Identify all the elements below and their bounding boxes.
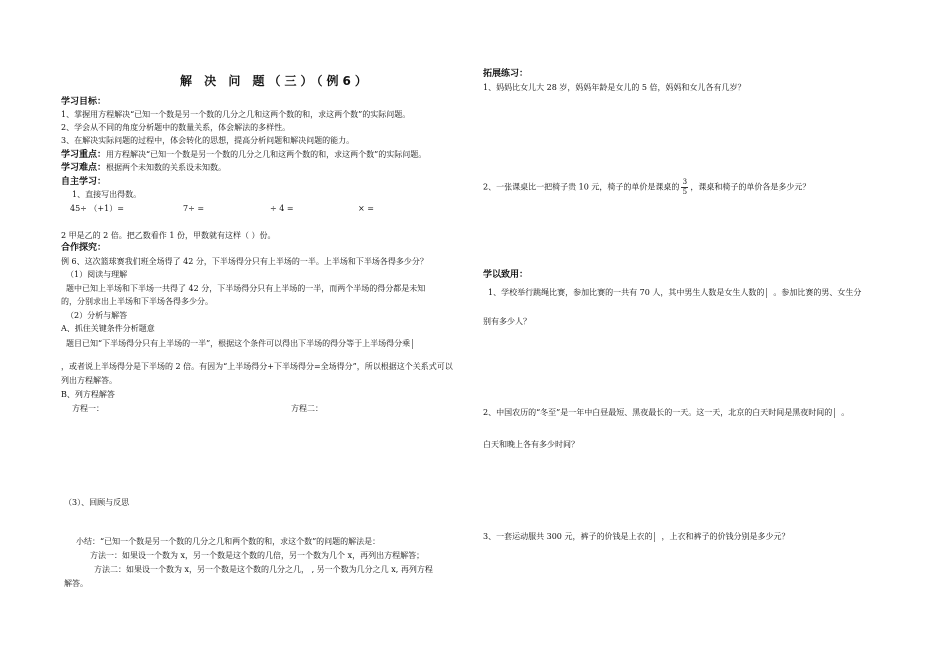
step-a-text-3: 列出方程解答。 — [61, 376, 117, 385]
step-b: B、列方程解答 — [61, 390, 115, 399]
fraction-placeholder — [766, 288, 771, 298]
step-1-text-2: 的，分别求出上半场和下半场各得多少分。 — [61, 297, 213, 306]
apply-heading: 学以致用： — [483, 270, 529, 280]
method-2: 方法二：如果设一个数为 x，另一个数是这个数的几分之几， , 另一个数为几分之几 x, 再列方程 — [94, 565, 433, 574]
apply-q1-text-a: 1、学校举行跳绳比赛，参加比赛的一共有 70 人，其中男生人数是女生人数的 — [488, 288, 765, 297]
apply-q3 — [483, 532, 789, 542]
extend-q1: 1、妈妈比女儿大 28 岁，妈妈年龄是女儿的 5 倍，妈妈和女儿各有几岁？ — [483, 83, 746, 92]
apply-q2-text-b: 。 — [841, 408, 850, 417]
explore-heading: 合作探究： — [61, 243, 107, 253]
fraction-placeholder — [412, 339, 417, 349]
step-1: （1）阅读与理解 — [66, 270, 128, 279]
difficulty — [61, 163, 226, 174]
fraction-denominator: 5 — [682, 188, 688, 196]
self-study-q2: 2 甲是乙的 2 倍。把乙数看作 1 份，甲数就有这样（ ）份。 — [61, 231, 276, 240]
calc-1: 45÷ （+1）= — [70, 204, 124, 213]
extend-q2-text-a: 2、一张课桌比一把椅子贵 10 元，椅子的单价是课桌的 — [483, 182, 680, 192]
equation-2-label: 方程二： — [291, 404, 323, 413]
step-a-text-2: ，或者说上半场得分是下半场的 2 倍。有因为“上半场得分+下半场得分=全场得分”，所以根据这个关系式可以 — [61, 362, 453, 371]
fraction-numerator: 3 — [682, 178, 688, 186]
extend-heading: 拓展练习： — [483, 69, 529, 79]
objectives-heading: 学习目标： — [61, 97, 107, 107]
step-a-text-1-content: 题目已知“下半场得分只有上半场的一半”，根据这个条件可以得出下半场的得分等于上半场得分乘 — [66, 339, 411, 348]
apply-q2-text-a: 2、中国农历的“冬至”是一年中白昼最短、黑夜最长的一天。这一天，北京的白天时间是黑夜时间的 — [483, 408, 833, 417]
extend-q2 — [483, 179, 810, 196]
fraction-placeholder — [834, 408, 839, 418]
method-2-end: 解答。 — [64, 579, 88, 588]
calc-4: × = — [358, 204, 374, 213]
objective-1: 1、掌握用方程解决“已知一个数是另一个数的几分之几和这两个数的和，求这两个数”的实际问题。 — [61, 110, 411, 119]
step-1-text-1: 题中已知上半场和下半场一共得了 42 分，下半场得分只有上半场的一半，而两个半场的得分都是未知 — [66, 284, 426, 293]
apply-q2 — [483, 408, 849, 418]
summary: 小结：“已知一个数是另一个数的几分之几和两个数的和，求这个数”的问题的解法是： — [76, 537, 381, 546]
step-a-text-1 — [66, 339, 419, 349]
calc-3: ÷ 4 = — [270, 204, 294, 213]
extend-q2-text-b: ，课桌和椅子的单价各是多少元？ — [690, 182, 811, 192]
difficulty-label: 学习难点： — [61, 163, 107, 173]
objective-2: 2、学会从不同的角度分析题中的数量关系，体会解法的多样性。 — [61, 123, 291, 132]
fraction-3-5 — [681, 179, 688, 196]
fraction-placeholder — [654, 532, 659, 542]
apply-q3-text-b: ，上衣和裤子的价钱分别是多少元？ — [661, 532, 790, 541]
page-title: 解 决 问 题（三）（例6） — [180, 74, 371, 88]
difficulty-text: 根据两个未知数的关系设未知数。 — [106, 163, 227, 172]
self-study-q1: 1、直接写出得数。 — [72, 190, 142, 199]
key-point-text: 用方程解决“已知一个数是另一个数的几分之几和这两个数的和，求这两个数”的实际问题。 — [106, 150, 427, 159]
apply-q1-end: 别有多少人？ — [483, 317, 531, 326]
method-1: 方法一：如果设一个数为 x，另一个数是这个数的几倍，另一个数为几个 x，再列出方程解答； — [90, 551, 425, 560]
step-2: （2）分析与解答 — [66, 311, 128, 320]
apply-q3-text-a: 3、一套运动服共 300 元，裤子的价钱是上衣的 — [483, 532, 653, 541]
apply-q1 — [488, 288, 861, 298]
key-point-label: 学习重点： — [61, 150, 107, 160]
calc-2: 7÷ = — [183, 204, 205, 213]
key-point — [61, 150, 426, 161]
self-study-heading: 自主学习： — [61, 177, 107, 187]
step-a: A、抓住关键条件分析题意 — [61, 324, 155, 333]
step-3: （3）、回顾与反思 — [64, 498, 130, 507]
example-6: 例 6、这次篮球赛我们班全场得了 42 分，下半场得分只有上半场的一半。上半场和下半场各得多少分？ — [61, 257, 428, 266]
apply-q1-text-b: 。参加比赛的男、女生分 — [773, 288, 862, 297]
objective-3: 3、在解决实际问题的过程中，体会转化的思想，提高分析问题和解决问题的能力。 — [61, 136, 355, 145]
apply-q2-end: 白天和晚上各有多少时间？ — [483, 440, 579, 449]
equation-1-label: 方程一： — [72, 404, 104, 413]
